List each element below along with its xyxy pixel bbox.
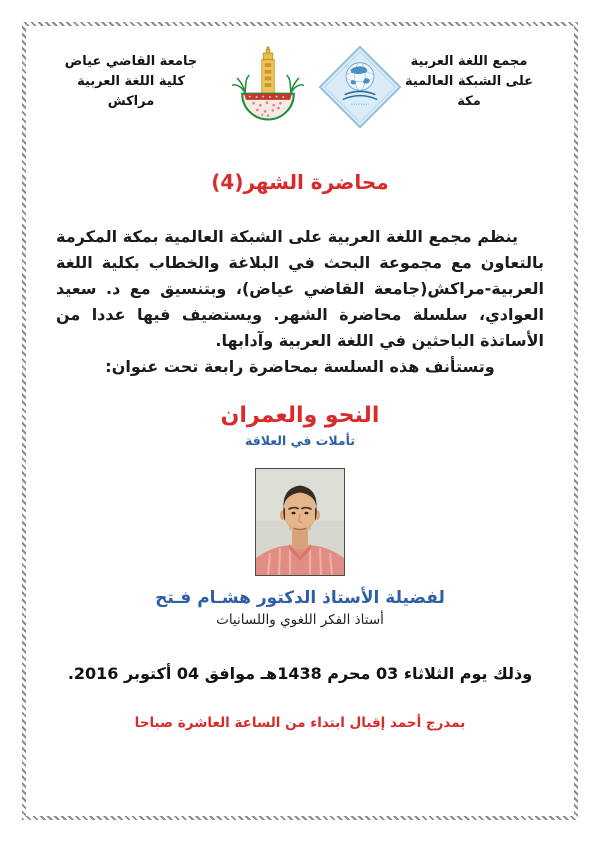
speaker-photo <box>255 468 345 576</box>
lecture-subtitle: تأملات في العلاقة <box>244 433 355 449</box>
lead-line: وتستأنف هذه السلسة بمحاضرة رابعة تحت عنوان: <box>105 356 495 376</box>
venue-line: بمدرج أحمد إقبال ابتداء من الساعة العاشرة صباحا <box>134 715 466 732</box>
intro-paragraph: ينظم مجمع اللغة العربية على الشبكة العالمية بمكة المكرمة بالتعاون مع مجموعة البحث في البلاغة والخطاب بكلية اللغة العربية-مراكش(جامعة القاضي عياض)، وبتنسيق مع د. سعيد العوادي، سلسلة محاضرة الشهر. ويستضيف فيها عددا من الأساتذة الباحثين في اللغة العربية وآدابها. <box>56 227 544 350</box>
date-line: وذلك يوم الثلاثاء 03 محرم 1438هـ موافق 04 أكتوبر 2016. <box>67 664 533 684</box>
lecture-title: النحو والعمران <box>220 403 380 429</box>
decorative-border-frame <box>22 22 578 820</box>
flyer-content <box>52 44 548 731</box>
logos <box>225 44 403 130</box>
org-left-university <box>52 44 210 112</box>
org-left-line-3: مراكش <box>107 94 155 110</box>
header <box>52 44 548 130</box>
speaker-portrait-illustration <box>256 469 344 575</box>
org-right-line-3: مكة <box>457 94 481 110</box>
speaker-title: أستاذ الفكر اللغوي واللسانيات <box>216 612 384 629</box>
series-title: محاضرة الشهر(4) <box>211 170 389 194</box>
org-right-line-2: على الشبكة العالمية <box>404 74 534 90</box>
academy-globe-diamond-logo-icon <box>317 44 403 130</box>
org-left-line-1: جامعة القاضي عياض <box>64 54 198 69</box>
org-left-line-2: كلية اللغة العربية <box>77 74 185 90</box>
university-minaret-bowl-logo-icon <box>225 44 311 130</box>
org-right-academy <box>390 44 548 112</box>
org-right-line-1: مجمع اللغة العربية <box>410 54 528 69</box>
speaker-name: لفضيلة الأستاذ الدكتور هشـام فـتح <box>155 588 445 609</box>
